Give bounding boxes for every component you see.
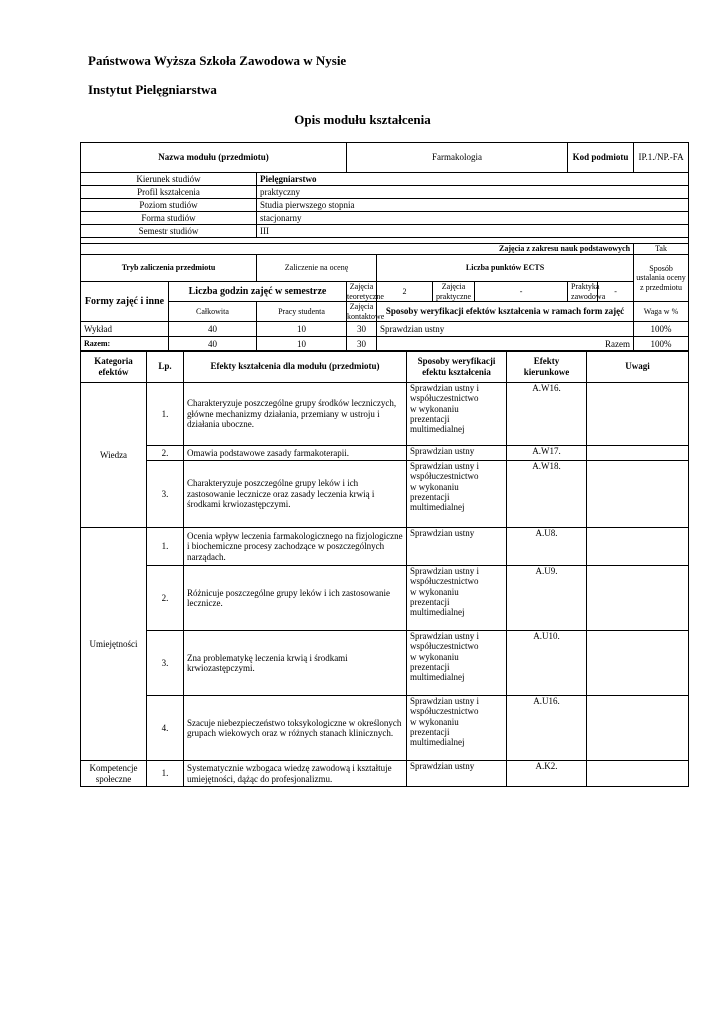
info-label: Profil kształcenia	[81, 186, 257, 199]
module-info-table	[80, 142, 689, 352]
effect-verification: Sprawdzian ustny i współuczestnictwo w wykonaniu prezentacji multimedialnej	[407, 696, 507, 761]
info-value: praktyczny	[257, 186, 689, 199]
effect-code: A.U16.	[507, 696, 587, 761]
effect-notes	[587, 383, 689, 446]
info-value: III	[257, 225, 689, 238]
lecture-total: 40	[169, 322, 257, 337]
effect-code: A.W17.	[507, 446, 587, 461]
info-value: stacjonarny	[257, 212, 689, 225]
effect-verification: Sprawdzian ustny i współuczestnictwo w wykonaniu prezentacji multimedialnej	[407, 566, 507, 631]
effect-lp: 1.	[147, 383, 184, 446]
summary-method: Razem	[377, 337, 634, 352]
effect-notes	[587, 761, 689, 787]
effect-verification: Sprawdzian ustny	[407, 446, 507, 461]
basic-sciences-value: Tak	[634, 244, 689, 255]
info-label: Semestr studiów	[81, 225, 257, 238]
grading-method-label: Sposób ustalania oceny z przedmiotu	[634, 255, 689, 302]
effect-code: A.W16.	[507, 383, 587, 446]
summary-weight: 100%	[634, 337, 689, 352]
table-row	[81, 566, 689, 631]
placement-value: -	[598, 282, 634, 302]
effect-code: A.U8.	[507, 528, 587, 566]
institute-name: Instytut Pielęgniarstwa	[88, 82, 217, 97]
effect-lp: 4.	[147, 696, 184, 761]
info-label: Poziom studiów	[81, 199, 257, 212]
effect-notes	[587, 566, 689, 631]
theory-label: Zajęcia teoretyczne	[347, 282, 384, 301]
summary-student: 10	[257, 337, 347, 352]
effect-notes	[587, 528, 689, 566]
hours-label: Liczba godzin zajęć w semestrze	[169, 282, 347, 302]
info-label: Kierunek studiów	[81, 173, 257, 186]
table-row	[81, 383, 689, 446]
summary-contact: 30	[347, 337, 377, 352]
table-row	[81, 446, 689, 461]
module-name-label: Nazwa modułu (przedmiotu)	[81, 143, 347, 173]
effect-lp: 2.	[147, 566, 184, 631]
effect-code: A.K2.	[507, 761, 587, 787]
module-code-label: Kod podmiotu	[568, 143, 634, 173]
col-directional: Efekty kierunkowe	[507, 351, 587, 383]
effect-notes	[587, 696, 689, 761]
info-value: Studia pierwszego stopnia	[257, 199, 689, 212]
effect-text: Charakteryzuje poszczególne grupy środków leczniczych, główne mechanizmy działania, przemiany w ustroju i działania uboczne.	[184, 383, 407, 446]
col-notes: Uwagi	[587, 351, 689, 383]
practical-value: -	[475, 282, 568, 302]
page-title: Opis modułu kształcenia	[294, 112, 431, 127]
effect-lp: 1.	[147, 528, 184, 566]
lecture-weight: 100%	[634, 322, 689, 337]
basic-sciences-label: Zajęcia z zakresu nauk podstawowych	[81, 244, 634, 255]
col-verification: Sposoby weryfikacji efektu kształcenia	[407, 351, 507, 383]
effect-text: Systematycznie wzbogaca wiedzę zawodową i kształtuje umiejętności, dążąc do profesjonalizmu.	[184, 761, 407, 787]
ects-label: Liczba punktów ECTS	[377, 255, 634, 282]
category-knowledge: Wiedza	[81, 383, 147, 528]
effect-lp: 2.	[147, 446, 184, 461]
module-name-value: Farmakologia	[347, 143, 568, 173]
table-row	[81, 528, 689, 566]
theory-value: 2	[377, 282, 433, 302]
effect-notes	[587, 461, 689, 528]
assessment-mode-label: Tryb zaliczenia przedmiotu	[81, 255, 257, 282]
table-row	[81, 631, 689, 696]
effect-text: Omawia podstawowe zasady farmakoterapii.	[184, 446, 407, 461]
student-label: Pracy studenta	[257, 302, 347, 322]
effect-code: A.U9.	[507, 566, 587, 631]
lecture-student: 10	[257, 322, 347, 337]
placement-label: Praktyka zawodowa	[568, 282, 598, 302]
contact-label: Zajęcia kontaktowe	[347, 302, 385, 321]
table-row	[81, 761, 689, 787]
module-code-value: IP.1./NP.-FA	[634, 143, 689, 173]
lecture-contact: 30	[347, 322, 377, 337]
effect-verification: Sprawdzian ustny i współuczestnictwo w wykonaniu prezentacji multimedialnej	[407, 631, 507, 696]
summary-total: 40	[169, 337, 257, 352]
category-social: Kompetencje społeczne	[81, 761, 147, 787]
effect-notes	[587, 446, 689, 461]
school-name: Państwowa Wyższa Szkoła Zawodowa w Nysie	[88, 53, 347, 68]
effect-text: Ocenia wpływ leczenia farmakologicznego na fizjologiczne i biochemiczne procesy zachodzące w poszczególnych narządach.	[184, 528, 407, 566]
effect-text: Charakteryzuje poszczególne grupy leków i ich zastosowanie lecznicze oraz zasady leczenia krwią i środkami krwiozastępczymi.	[184, 461, 407, 528]
effect-code: A.U10.	[507, 631, 587, 696]
table-row	[81, 696, 689, 761]
info-value: Pielęgniarstwo	[257, 173, 689, 186]
info-label: Forma studiów	[81, 212, 257, 225]
practical-label: Zajęcia praktyczne	[433, 282, 475, 302]
lecture-label: Wykład	[81, 322, 169, 337]
category-skills: Umiejętności	[81, 528, 147, 761]
col-effects: Efekty kształcenia dla modułu (przedmiotu)	[184, 351, 407, 383]
effect-verification: Sprawdzian ustny i współuczestnictwo w wykonaniu prezentacji multimedialnej	[407, 383, 507, 446]
effect-verification: Sprawdzian ustny	[407, 761, 507, 787]
effect-verification: Sprawdzian ustny i współuczestnictwo w wykonaniu prezentacji multimedialnej	[407, 461, 507, 528]
col-category: Kategoria efektów	[81, 351, 147, 383]
lecture-method: Sprawdzian ustny	[377, 322, 634, 337]
col-lp: Lp.	[147, 351, 184, 383]
effect-code: A.W18.	[507, 461, 587, 528]
effect-notes	[587, 631, 689, 696]
assessment-mode-value: Zaliczenie na ocenę	[257, 255, 377, 282]
effect-text: Szacuje niebezpieczeństwo toksykologiczne w określonych grupach wiekowych oraz w różnych stanach klinicznych.	[184, 696, 407, 761]
total-label: Całkowita	[169, 302, 257, 322]
summary-label: Razem:	[81, 337, 169, 352]
effect-lp: 3.	[147, 631, 184, 696]
learning-effects-table	[80, 350, 689, 787]
verification-label: Sposoby weryfikacji efektów kształcenia w ramach form zajęć	[377, 302, 634, 322]
effect-lp: 3.	[147, 461, 184, 528]
forms-label: Formy zajęć i inne	[81, 282, 169, 322]
table-row	[81, 461, 689, 528]
effect-lp: 1.	[147, 761, 184, 787]
effect-text: Różnicuje poszczególne grupy leków i ich zastosowanie lecznicze.	[184, 566, 407, 631]
effect-text: Zna problematykę leczenia krwią i środkami krwiozastępczymi.	[184, 631, 407, 696]
weight-label: Waga w %	[634, 302, 689, 322]
effect-verification: Sprawdzian ustny	[407, 528, 507, 566]
